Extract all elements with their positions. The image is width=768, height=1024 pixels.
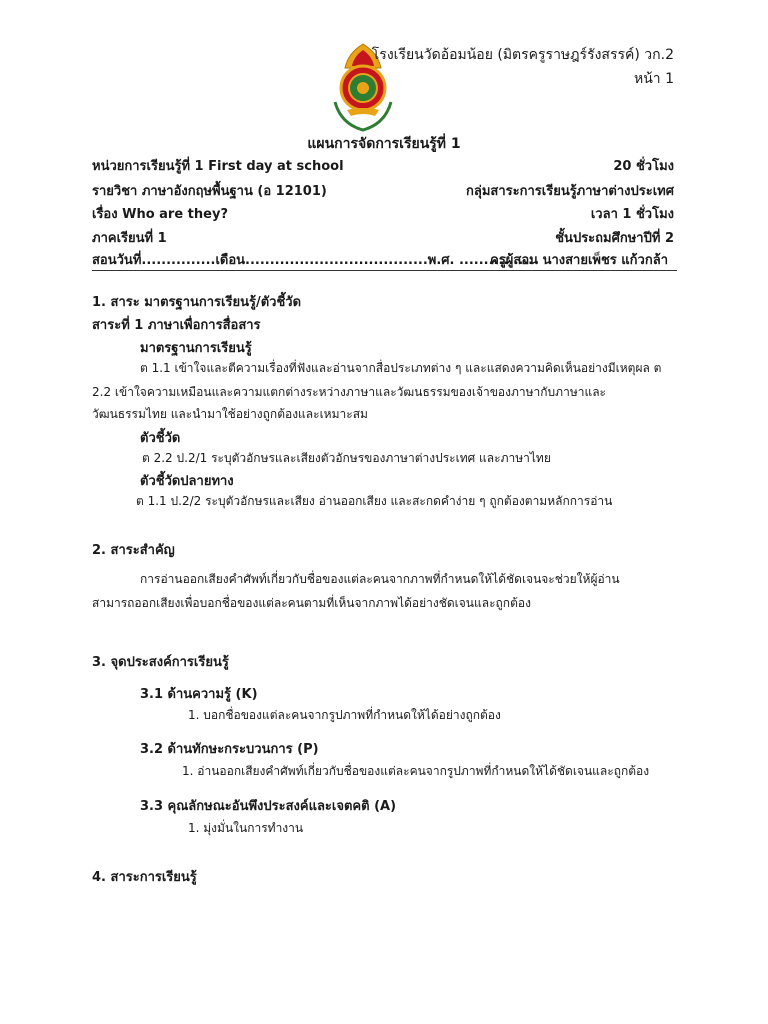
doc-title: แผนการจัดการเรียนรู้ที่ 1 bbox=[307, 136, 461, 152]
section3-heading: 3. จุดประสงค์การเรียนรู้ bbox=[92, 655, 229, 670]
indicator-text: ต 2.2 ป.2/1 ระบุตัวอักษรและเสียงตัวอักษรของภาษาต่างประเทศ และภาษาไทย bbox=[142, 451, 551, 465]
info-left-topic: เรื่อง Who are they? bbox=[92, 207, 228, 222]
strand-label: สาระที่ 1 ภาษาเพื่อการสื่อสาร bbox=[92, 318, 261, 333]
info-right-time: เวลา 1 ชั่วโมง bbox=[590, 207, 674, 222]
objective-a-item: 1. มุ่งมั่นในการทำงาน bbox=[188, 821, 304, 835]
info-left-date: สอนวันที่...............เดือน.....................................พ.ศ. ............... bbox=[92, 253, 534, 268]
standard-label: มาตรฐานการเรียนรู้ bbox=[140, 341, 252, 356]
objective-p-item: 1. อ่านออกเสียงคำศัพท์เกี่ยวกับชื่อของแต่ละคนจากรูปภาพที่กำหนดให้ได้ชัดเจนและถูกต้อง bbox=[182, 764, 650, 778]
section1-heading: 1. สาระ มาตรฐานการเรียนรู้/ตัวชี้วัด bbox=[92, 295, 302, 310]
info-left-semester: ภาคเรียนที่ 1 bbox=[92, 231, 167, 246]
info-right-grade: ชั้นประถมศึกษาปีที่ 2 bbox=[555, 231, 674, 246]
key-concept-line-1: การอ่านออกเสียงคำศัพท์เกี่ยวกับชื่อของแต่ละคนจากภาพที่กำหนดให้ได้ชัดเจนจะช่วยให้ผู้อ่าน bbox=[140, 572, 620, 586]
header-divider bbox=[92, 270, 677, 271]
page-number: หน้า 1 bbox=[633, 71, 674, 87]
info-right-group: กลุ่มสาระการเรียนรู้ภาษาต่างประเทศ bbox=[466, 184, 674, 199]
objective-p-heading: 3.2 ด้านทักษะกระบวนการ (P) bbox=[140, 742, 319, 757]
info-right-teacher: ครูผู้สอน นางสายเพ็ชร แก้วกล้า bbox=[490, 253, 668, 268]
section2-heading: 2. สาระสำคัญ bbox=[92, 543, 175, 558]
objective-k-heading: 3.1 ด้านความรู้ (K) bbox=[140, 687, 258, 702]
objective-a-heading: 3.3 คุณลักษณะอันพึงประสงค์และเจตคติ (A) bbox=[140, 799, 397, 814]
info-left-subject: รายวิชา ภาษาอังกฤษพื้นฐาน (อ 12101) bbox=[92, 184, 327, 199]
objective-k-item: 1. บอกชื่อของแต่ละคนจากรูปภาพที่กำหนดให้ได้อย่างถูกต้อง bbox=[188, 708, 501, 722]
key-concept-line-2: สามารถออกเสียงเพื่อบอกชื่อของแต่ละคนตามที่เห็นจากภาพได้อย่างชัดเจนและถูกต้อง bbox=[92, 596, 531, 610]
standard-line-2: 2.2 เข้าใจความเหมือนและความแตกต่างระหว่างภาษาและวัฒนธรรมของเจ้าของภาษากับภาษาและ bbox=[92, 385, 607, 399]
standard-line-3: วัฒนธรรมไทย และนำมาใช้อย่างถูกต้องและเหมาะสม bbox=[92, 407, 368, 421]
indicator-label: ตัวชี้วัด bbox=[140, 431, 181, 446]
info-left-unit: หน่วยการเรียนรู้ที่ 1 First day at school bbox=[92, 159, 344, 174]
info-right-hours: 20 ชั่วโมง bbox=[613, 159, 674, 174]
end-indicator-text: ต 1.1 ป.2/2 ระบุตัวอักษรและเสียง อ่านออกเสียง และสะกดคำง่าย ๆ ถูกต้องตามหลักการอ่าน bbox=[136, 494, 613, 508]
section4-heading: 4. สาระการเรียนรู้ bbox=[92, 870, 197, 885]
standard-line-1: ต 1.1 เข้าใจและตีความเรื่องที่ฟังและอ่านจากสื่อประเภทต่าง ๆ และแสดงความคิดเห็นอย่างมีเหตุผล ต bbox=[140, 361, 662, 375]
end-indicator-label: ตัวชี้วัดปลายทาง bbox=[140, 474, 234, 489]
school-name: โรงเรียนวัดอ้อมน้อย (มิตรครูราษฎร์รังสรรค์) วก.2 bbox=[371, 47, 674, 63]
